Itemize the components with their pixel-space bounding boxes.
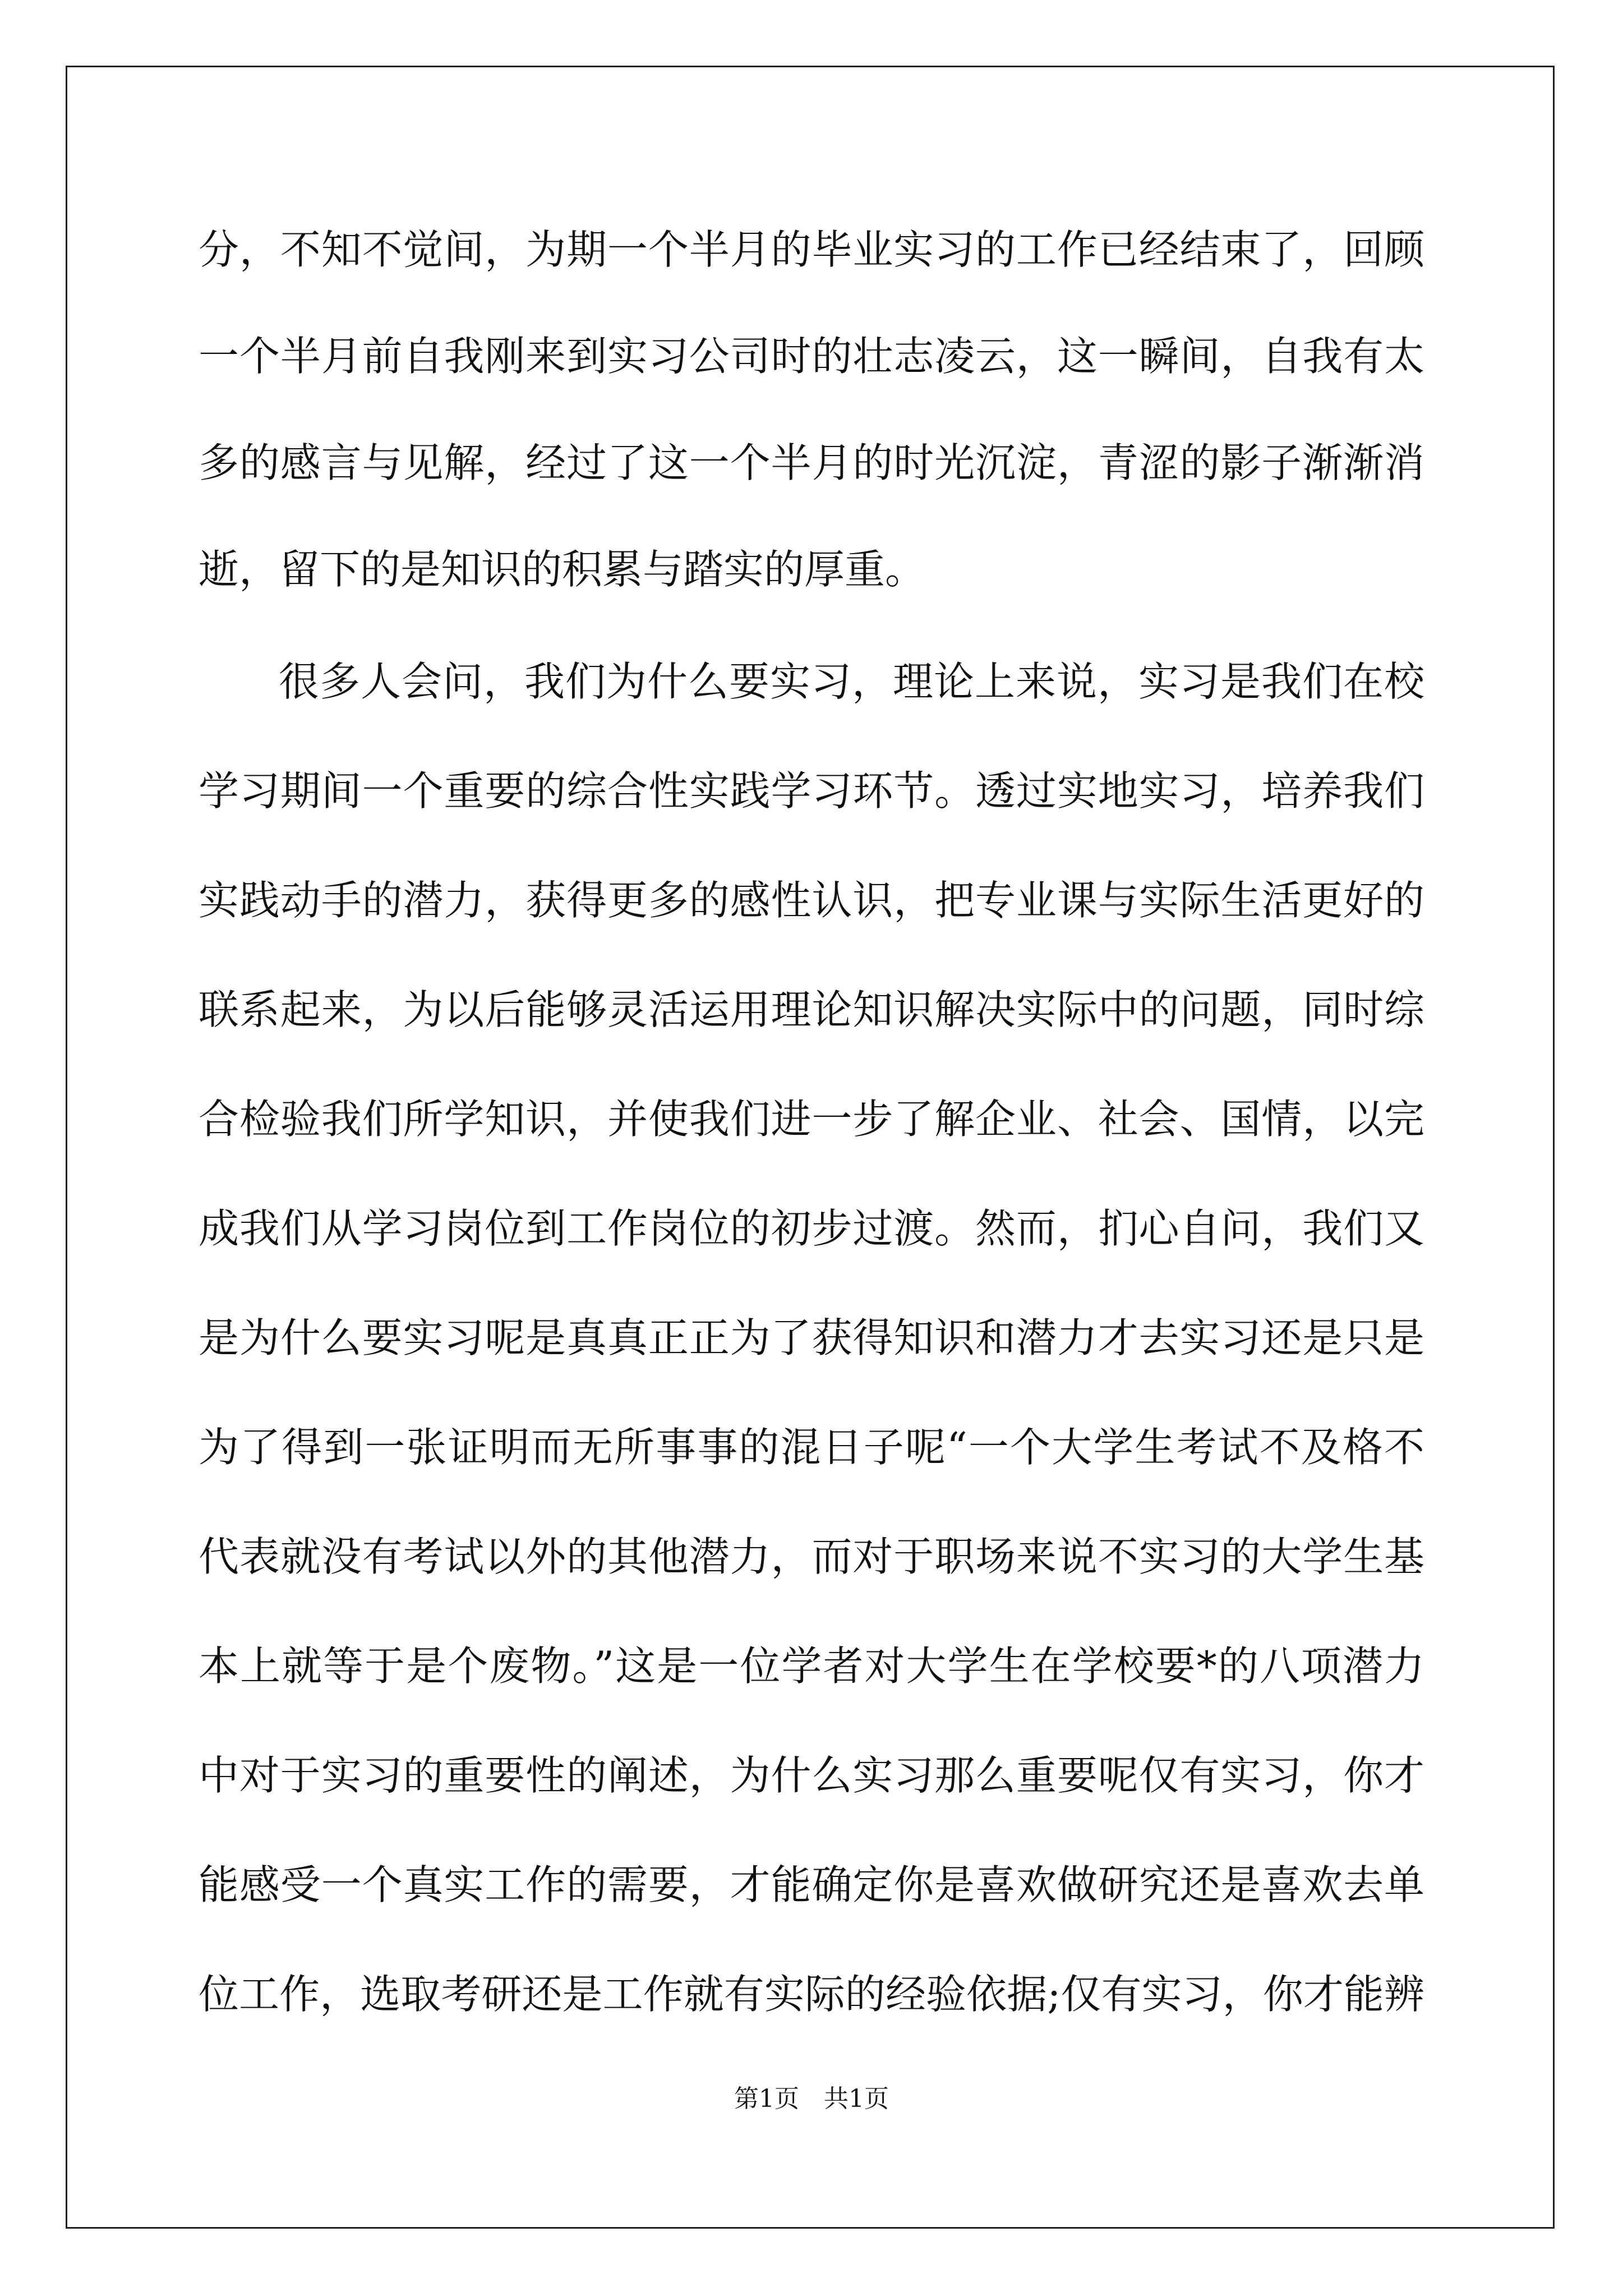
paragraph-2-line-2: 学习期间一个重要的综合性实践学习环节。透过实地实习，培养我们: [199, 767, 1424, 815]
paragraph-2-line-6: 成我们从学习岗位到工作岗位的初步过渡。然而，扪心自问，我们又: [199, 1205, 1424, 1252]
paragraph-2-line-13: 位工作，选取考研还是工作就有实际的经验依据;仅有实习，你才能辨: [199, 1971, 1424, 2018]
paragraph-2-line-8: 为了得到一张证明而无所事事的混日子呢“一个大学生考试不及格不: [199, 1424, 1424, 1471]
paragraph-2-line-12: 能感受一个真实工作的需要，才能确定你是喜欢做研究还是喜欢去单: [199, 1861, 1424, 1908]
paragraph-2-line-3: 实践动手的潜力，获得更多的感性认识，把专业课与实际生活更好的: [199, 877, 1424, 924]
paragraph-1-line-2: 一个半月前自我刚来到实习公司时的壮志凌云，这一瞬间，自我有太: [199, 333, 1424, 380]
page-number-footer: 第1页 共1页: [734, 2085, 889, 2113]
paragraph-2-line-5: 合检验我们所学知识，并使我们进一步了解企业、社会、国情，以完: [199, 1096, 1424, 1143]
paragraph-2-line-1: 很多人会问，我们为什么要实习，理论上来说，实习是我们在校: [279, 658, 1424, 705]
paragraph-2-line-4: 联系起来，为以后能够灵活运用理论知识解决实际中的问题，同时综: [199, 986, 1424, 1033]
paragraph-2-line-9: 代表就没有考试以外的其他潜力，而对于职场来说不实习的大学生基: [199, 1533, 1424, 1580]
paragraph-1-line-1: 分，不知不觉间，为期一个半月的毕业实习的工作已经结束了，回顾: [199, 226, 1424, 273]
paragraph-2-line-7: 是为什么要实习呢是真真正正为了获得知识和潜力才去实习还是只是: [199, 1314, 1424, 1361]
paragraph-1-line-3: 多的感言与见解，经过了这一个半月的时光沉淀，青涩的影子渐渐消: [199, 439, 1424, 486]
paragraph-2-line-11: 中对于实习的重要性的阐述，为什么实习那么重要呢仅有实习，你才: [199, 1752, 1424, 1799]
paragraph-2-line-10: 本上就等于是个废物。”这是一位学者对大学生在学校要*的八项潜力: [199, 1642, 1424, 1690]
paragraph-1-line-4: 逝，留下的是知识的积累与踏实的厚重。: [199, 546, 926, 593]
